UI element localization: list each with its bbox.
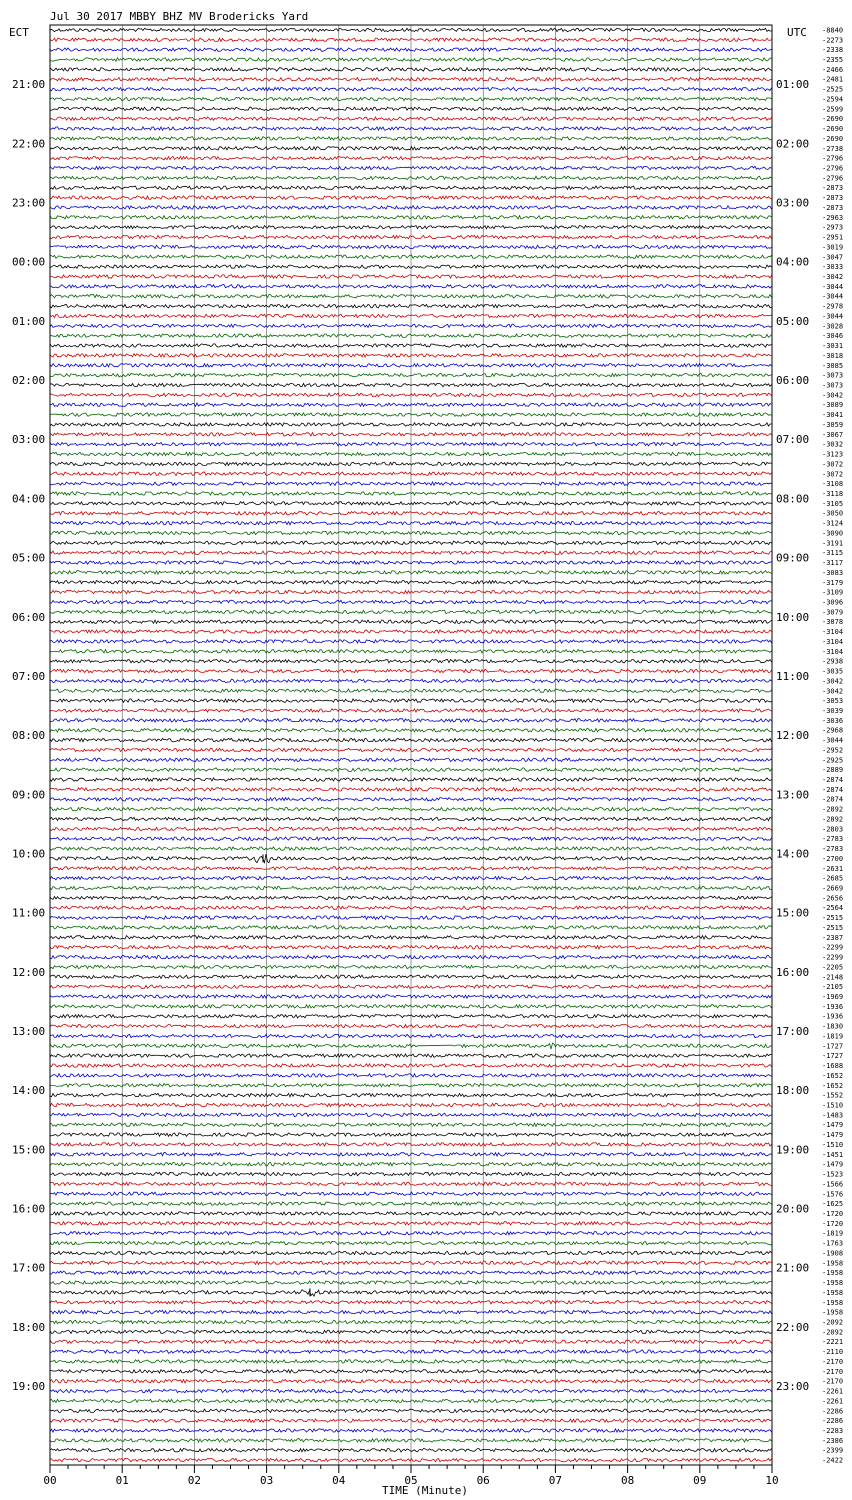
- trace-value-label: -1688: [822, 1062, 844, 1071]
- trace-value-label: -3079: [822, 608, 844, 617]
- trace-value-label: -1958: [822, 1269, 844, 1278]
- trace-value-label: -1652: [822, 1081, 844, 1090]
- trace-value-label: -2286: [822, 1417, 844, 1426]
- trace-value-label: -2973: [822, 223, 844, 232]
- trace-value-label: -2170: [822, 1367, 844, 1376]
- trace-value-label: -2889: [822, 766, 844, 775]
- trace-value-label: -3019: [822, 243, 844, 252]
- trace-value-label: -3083: [822, 568, 844, 577]
- trace-value-label: -3047: [822, 253, 844, 262]
- trace-value-label: -2892: [822, 805, 844, 814]
- trace-value-label: -2387: [822, 933, 844, 942]
- trace-value-label: -2564: [822, 904, 844, 913]
- trace-value-label: -2873: [822, 194, 844, 203]
- utc-hour-label: 07:00: [776, 433, 810, 447]
- trace-value-label: -1958: [822, 1308, 844, 1317]
- x-tick-label: 04: [332, 1474, 346, 1487]
- trace-value-label: -3042: [822, 391, 844, 400]
- trace-value-label: -2978: [822, 302, 844, 311]
- trace-value-label: -1479: [822, 1131, 844, 1140]
- trace-value-label: -3096: [822, 598, 844, 607]
- trace-value-label: -2783: [822, 845, 844, 854]
- trace-value-label: -3031: [822, 342, 844, 351]
- trace-value-label: -2803: [822, 825, 844, 834]
- ect-hour-label: 07:00: [12, 669, 46, 683]
- trace-value-label: -3044: [822, 282, 844, 291]
- trace-value-label: -3044: [822, 736, 844, 745]
- trace-value-label: -2221: [822, 1338, 844, 1347]
- trace-value-label: -3073: [822, 381, 844, 390]
- trace-value-label: -3104: [822, 628, 844, 637]
- ect-hour-label: 03:00: [12, 433, 46, 447]
- ect-hour-label: 00:00: [12, 255, 46, 269]
- ect-hour-label: 17:00: [12, 1261, 46, 1275]
- ect-hour-label: 02:00: [12, 374, 46, 388]
- trace-value-label: -2631: [822, 864, 844, 873]
- trace-value-label: -3105: [822, 499, 844, 508]
- trace-value-label: -2873: [822, 184, 844, 193]
- trace-value-label: -1958: [822, 1298, 844, 1307]
- trace-value-label: -2700: [822, 854, 844, 863]
- ect-hour-label: 11:00: [12, 906, 46, 920]
- trace-value-label: -3089: [822, 401, 844, 410]
- trace-value-label: -1652: [822, 1071, 844, 1080]
- trace-value-label: -3072: [822, 460, 844, 469]
- utc-hour-label: 03:00: [776, 196, 810, 210]
- trace-value-label: -3085: [822, 361, 844, 370]
- trace-value-label: -1936: [822, 1002, 844, 1011]
- trace-value-label: -2299: [822, 943, 844, 952]
- trace-value-label: -2170: [822, 1357, 844, 1366]
- trace-value-label: -3117: [822, 559, 844, 568]
- trace-value-label: -3090: [822, 529, 844, 538]
- trace-value-label: -2422: [822, 1456, 844, 1465]
- trace-value-label: -2738: [822, 144, 844, 153]
- trace-value-label: -1819: [822, 1229, 844, 1238]
- trace-value-label: -2783: [822, 835, 844, 844]
- trace-value-label: -2963: [822, 213, 844, 222]
- trace-value-label: -1483: [822, 1111, 844, 1120]
- utc-hour-label: 05:00: [776, 314, 810, 328]
- trace-value-label: -2286: [822, 1407, 844, 1416]
- ect-hour-label: 08:00: [12, 729, 46, 743]
- trace-value-label: -1566: [822, 1180, 844, 1189]
- trace-value-label: -3179: [822, 578, 844, 587]
- trace-value-label: -3050: [822, 509, 844, 518]
- trace-value-label: -2685: [822, 874, 844, 883]
- trace-value-label: -2873: [822, 203, 844, 212]
- trace-value-label: -2092: [822, 1318, 844, 1327]
- ect-hour-label: 14:00: [12, 1084, 46, 1098]
- trace-value-label: -3044: [822, 292, 844, 301]
- x-tick-label: 00: [43, 1474, 57, 1487]
- utc-hour-label: 21:00: [776, 1261, 810, 1275]
- trace-value-label: -2273: [822, 36, 844, 45]
- trace-value-label: -2874: [822, 795, 844, 804]
- utc-hour-label: 11:00: [776, 669, 810, 683]
- utc-hour-label: 12:00: [776, 729, 810, 743]
- trace-value-label: -1625: [822, 1200, 844, 1209]
- trace-value-label: -2656: [822, 894, 844, 903]
- ect-hour-label: 06:00: [12, 610, 46, 624]
- trace-value-label: -1479: [822, 1160, 844, 1169]
- trace-value-label: -3123: [822, 450, 844, 459]
- trace-value-label: -2466: [822, 65, 844, 74]
- trace-value-label: -2874: [822, 785, 844, 794]
- trace-value-label: -1763: [822, 1239, 844, 1248]
- trace-value-label: -2261: [822, 1397, 844, 1406]
- trace-value-label: -2796: [822, 164, 844, 173]
- utc-hour-label: 20:00: [776, 1202, 810, 1216]
- trace-value-label: -1510: [822, 1140, 844, 1149]
- trace-value-label: -2690: [822, 134, 844, 143]
- utc-header: UTC: [787, 26, 807, 39]
- trace-value-label: -3067: [822, 430, 844, 439]
- trace-value-label: -2951: [822, 233, 844, 242]
- ect-hour-label: 09:00: [12, 788, 46, 802]
- trace-value-label: -1727: [822, 1042, 844, 1051]
- ect-hour-label: 23:00: [12, 196, 46, 210]
- x-axis-label: TIME (Minute): [381, 1484, 469, 1497]
- trace-value-label: -2338: [822, 46, 844, 55]
- trace-value-label: -1727: [822, 1052, 844, 1061]
- trace-value-label: -1819: [822, 1032, 844, 1041]
- trace-value-label: -3073: [822, 371, 844, 380]
- trace-value-label: -2515: [822, 914, 844, 923]
- x-tick-label: 07: [548, 1474, 563, 1487]
- trace-value-label: -2968: [822, 726, 844, 735]
- ect-header: ECT: [9, 26, 29, 39]
- ect-hour-label: 18:00: [12, 1320, 46, 1334]
- trace-value-label: -1958: [822, 1259, 844, 1268]
- trace-value-label: -3042: [822, 273, 844, 282]
- ect-hour-label: 04:00: [12, 492, 46, 506]
- utc-hour-label: 14:00: [776, 847, 810, 861]
- x-tick-label: 03: [259, 1474, 274, 1487]
- trace-value-label: -3078: [822, 618, 844, 627]
- trace-value-label: -1451: [822, 1150, 844, 1159]
- trace-value-label: -2690: [822, 125, 844, 134]
- trace-value-label: -3036: [822, 716, 844, 725]
- trace-value-label: -3109: [822, 588, 844, 597]
- ect-hour-label: 05:00: [12, 551, 46, 565]
- trace-value-label: -8840: [822, 26, 844, 35]
- trace-value-label: -1552: [822, 1091, 844, 1100]
- trace-value-label: -1479: [822, 1121, 844, 1130]
- trace-value-label: -2355: [822, 56, 844, 65]
- x-tick-label: 05: [404, 1474, 418, 1487]
- utc-hour-label: 01:00: [776, 78, 810, 92]
- utc-hour-label: 10:00: [776, 610, 810, 624]
- trace-value-label: -3108: [822, 480, 844, 489]
- trace-value-label: -2874: [822, 776, 844, 785]
- trace-value-label: -2299: [822, 953, 844, 962]
- trace-value-label: -2386: [822, 1436, 844, 1445]
- trace-value-label: -2525: [822, 85, 844, 94]
- trace-value-label: -2481: [822, 75, 844, 84]
- ect-hour-label: 13:00: [12, 1025, 46, 1039]
- utc-hour-label: 23:00: [776, 1380, 810, 1394]
- trace-value-label: -2796: [822, 174, 844, 183]
- trace-value-label: -2399: [822, 1446, 844, 1455]
- x-tick-label: 09: [693, 1474, 707, 1487]
- trace-value-label: -2105: [822, 983, 844, 992]
- x-tick-label: 01: [115, 1474, 129, 1487]
- trace-value-label: -1969: [822, 993, 844, 1002]
- trace-value-label: -3053: [822, 697, 844, 706]
- trace-value-label: -3072: [822, 470, 844, 479]
- trace-value-label: -3039: [822, 706, 844, 715]
- trace-value-label: -1936: [822, 1012, 844, 1021]
- trace-value-label: -3115: [822, 549, 844, 558]
- utc-hour-label: 19:00: [776, 1143, 810, 1157]
- trace-value-label: -3118: [822, 489, 844, 498]
- utc-hour-label: 16:00: [776, 965, 810, 979]
- trace-value-label: -3042: [822, 677, 844, 686]
- trace-value-label: -3042: [822, 687, 844, 696]
- trace-value-label: -3104: [822, 637, 844, 646]
- trace-value-label: -2170: [822, 1377, 844, 1386]
- trace-value-label: -2594: [822, 95, 844, 104]
- trace-value-label: -3032: [822, 440, 844, 449]
- ect-hour-label: 12:00: [12, 965, 46, 979]
- trace-value-label: -3044: [822, 312, 844, 321]
- trace-value-label: -3191: [822, 539, 844, 548]
- utc-hour-label: 08:00: [776, 492, 810, 506]
- trace-value-label: -2925: [822, 756, 844, 765]
- chart-title: Jul 30 2017 MBBY BHZ MV Brodericks Yard: [50, 10, 309, 23]
- utc-hour-label: 13:00: [776, 788, 810, 802]
- trace-value-label: -2148: [822, 973, 844, 982]
- ect-hour-label: 15:00: [12, 1143, 46, 1157]
- trace-value-label: -3124: [822, 519, 844, 528]
- utc-hour-label: 06:00: [776, 374, 810, 388]
- trace-value-label: -2092: [822, 1328, 844, 1337]
- trace-value-label: -2892: [822, 815, 844, 824]
- trace-value-label: -3018: [822, 351, 844, 360]
- trace-value-label: -2938: [822, 657, 844, 666]
- x-tick-label: 08: [620, 1474, 635, 1487]
- utc-hour-label: 04:00: [776, 255, 810, 269]
- trace-value-label: -1720: [822, 1209, 844, 1218]
- ect-hour-label: 16:00: [12, 1202, 46, 1216]
- utc-hour-label: 22:00: [776, 1320, 810, 1334]
- ect-hour-label: 22:00: [12, 137, 46, 151]
- x-tick-label: 02: [187, 1474, 202, 1487]
- trace-value-label: -1830: [822, 1022, 844, 1031]
- trace-value-label: -2952: [822, 746, 844, 755]
- utc-hour-label: 02:00: [776, 137, 810, 151]
- utc-hour-label: 18:00: [776, 1084, 810, 1098]
- ect-hour-label: 10:00: [12, 847, 46, 861]
- trace-value-label: -3033: [822, 263, 844, 272]
- trace-value-label: -2690: [822, 115, 844, 124]
- ect-hour-label: 19:00: [12, 1380, 46, 1394]
- trace-value-label: -2669: [822, 884, 844, 893]
- trace-value-label: -3028: [822, 322, 844, 331]
- trace-value-label: -3059: [822, 420, 844, 429]
- utc-hour-label: 09:00: [776, 551, 810, 565]
- trace-value-label: -3041: [822, 411, 844, 420]
- trace-value-label: -1958: [822, 1288, 844, 1297]
- trace-value-label: -2796: [822, 154, 844, 163]
- utc-hour-label: 17:00: [776, 1025, 810, 1039]
- ect-hour-label: 01:00: [12, 314, 46, 328]
- trace-value-label: -1908: [822, 1249, 844, 1258]
- trace-value-label: -1523: [822, 1170, 844, 1179]
- trace-value-label: -2515: [822, 923, 844, 932]
- trace-value-label: -2110: [822, 1348, 844, 1357]
- trace-value-label: -1720: [822, 1219, 844, 1228]
- trace-value-label: -3035: [822, 667, 844, 676]
- trace-value-label: -3104: [822, 647, 844, 656]
- trace-value-label: -2261: [822, 1387, 844, 1396]
- trace-value-label: -2205: [822, 963, 844, 972]
- trace-value-label: -1958: [822, 1279, 844, 1288]
- trace-value-label: -2599: [822, 105, 844, 114]
- x-tick-label: 10: [765, 1474, 779, 1487]
- trace-value-label: -2283: [822, 1426, 844, 1435]
- utc-hour-label: 15:00: [776, 906, 810, 920]
- trace-value-label: -1510: [822, 1101, 844, 1110]
- trace-value-label: -1576: [822, 1190, 844, 1199]
- x-tick-label: 06: [476, 1474, 490, 1487]
- ect-hour-label: 21:00: [12, 78, 46, 92]
- trace-value-label: -3046: [822, 332, 844, 341]
